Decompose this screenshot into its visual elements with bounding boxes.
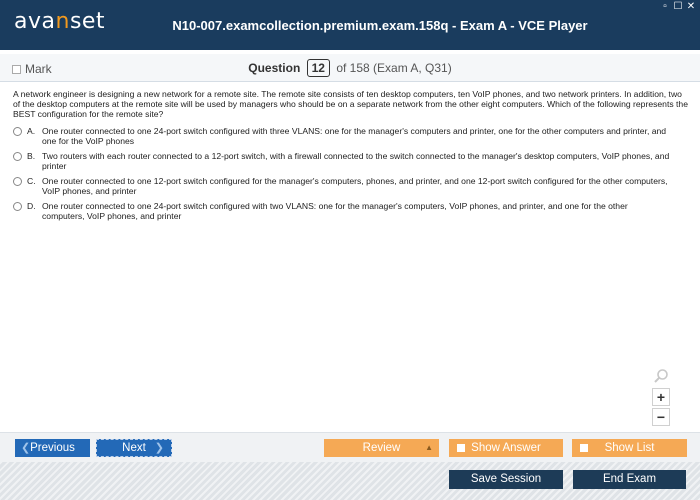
show-answer-button[interactable]	[449, 439, 563, 457]
triangle-up-icon: ▲	[425, 443, 433, 452]
zoom-controls	[652, 368, 670, 426]
end-exam-button[interactable]: End Exam	[573, 470, 686, 489]
previous-button[interactable]	[15, 439, 90, 457]
answer-option-c[interactable]	[13, 176, 688, 196]
review-label: Review	[362, 442, 401, 454]
question-text: A network engineer is designing a new network for a remote site. The remote site consists of ten desktop computers, ten VoIP phones, and two network printers. In addition, two of the desktop computers at the remote site will be used by managers who should be on a separate network from the other eight computers. Which of the following represents the BEST configuration for the remote site?	[13, 89, 688, 119]
mark-label: Mark	[25, 62, 52, 76]
option-letter: A.	[27, 126, 36, 136]
option-text: One router connected to one 12-port switch configured for the manager's computers, phones, and printer, and one 12-port switch configured for the other computers, VoIP phones, and printer	[42, 176, 668, 196]
title-bar	[0, 0, 700, 50]
show-list-button[interactable]	[572, 439, 687, 457]
option-text: One router connected to one 24-port switch configured with two VLANS: one for the manager's computers, VoIP phones, and printer, and one for the other computers, VoIP phones, and printer	[42, 201, 628, 221]
answer-option-d[interactable]	[13, 201, 688, 221]
question-total: of 158 (Exam A, Q31)	[336, 61, 452, 75]
radio-icon[interactable]	[13, 202, 22, 211]
answer-option-b[interactable]	[13, 151, 688, 171]
review-button[interactable]	[324, 439, 439, 457]
footer-bar	[0, 462, 700, 500]
checkbox-icon[interactable]	[457, 444, 465, 452]
question-area	[0, 83, 700, 432]
zoom-in-button[interactable]: +	[652, 388, 670, 406]
app-logo: avanset	[14, 9, 106, 34]
radio-icon[interactable]	[13, 127, 22, 136]
question-label: Question	[248, 61, 301, 75]
navigation-bar	[0, 432, 700, 462]
next-label: Next	[122, 442, 146, 454]
window-title: N10-007.examcollection.premium.exam.158q - Exam A - VCE Player	[172, 18, 588, 33]
question-counter	[0, 59, 700, 77]
option-text: Two routers with each router connected to a 12-port switch, with a firewall connected to the switch connected to the manager's desktop computers, VoIP phones, and printer	[42, 151, 670, 171]
show-answer-label: Show Answer	[471, 442, 541, 454]
chevron-left-icon: ❮	[21, 442, 31, 454]
minimize-icon[interactable]: ▫	[663, 1, 667, 12]
question-number-input[interactable]: 12	[307, 59, 330, 77]
option-text: One router connected to one 24-port switch configured with three VLANS: one for the manager's computers and printer, one for the other computers and printer, and one for the VoIP phones	[42, 126, 667, 146]
option-letter: D.	[27, 201, 36, 211]
option-letter: B.	[27, 151, 36, 161]
close-icon[interactable]: ✕	[686, 1, 696, 12]
window-controls	[660, 2, 696, 12]
checkbox-icon[interactable]	[580, 444, 588, 452]
radio-icon[interactable]	[13, 152, 22, 161]
next-button[interactable]	[96, 439, 172, 457]
previous-label: Previous	[30, 442, 75, 454]
question-header	[0, 54, 700, 82]
answer-option-a[interactable]	[13, 126, 688, 146]
zoom-out-button[interactable]: −	[652, 408, 670, 426]
maximize-icon[interactable]: ☐	[673, 1, 683, 12]
magnifier-icon	[652, 368, 670, 386]
show-list-label: Show List	[604, 442, 655, 454]
option-letter: C.	[27, 176, 36, 186]
chevron-right-icon: ❯	[154, 442, 164, 454]
save-session-button[interactable]: Save Session	[449, 470, 563, 489]
radio-icon[interactable]	[13, 177, 22, 186]
